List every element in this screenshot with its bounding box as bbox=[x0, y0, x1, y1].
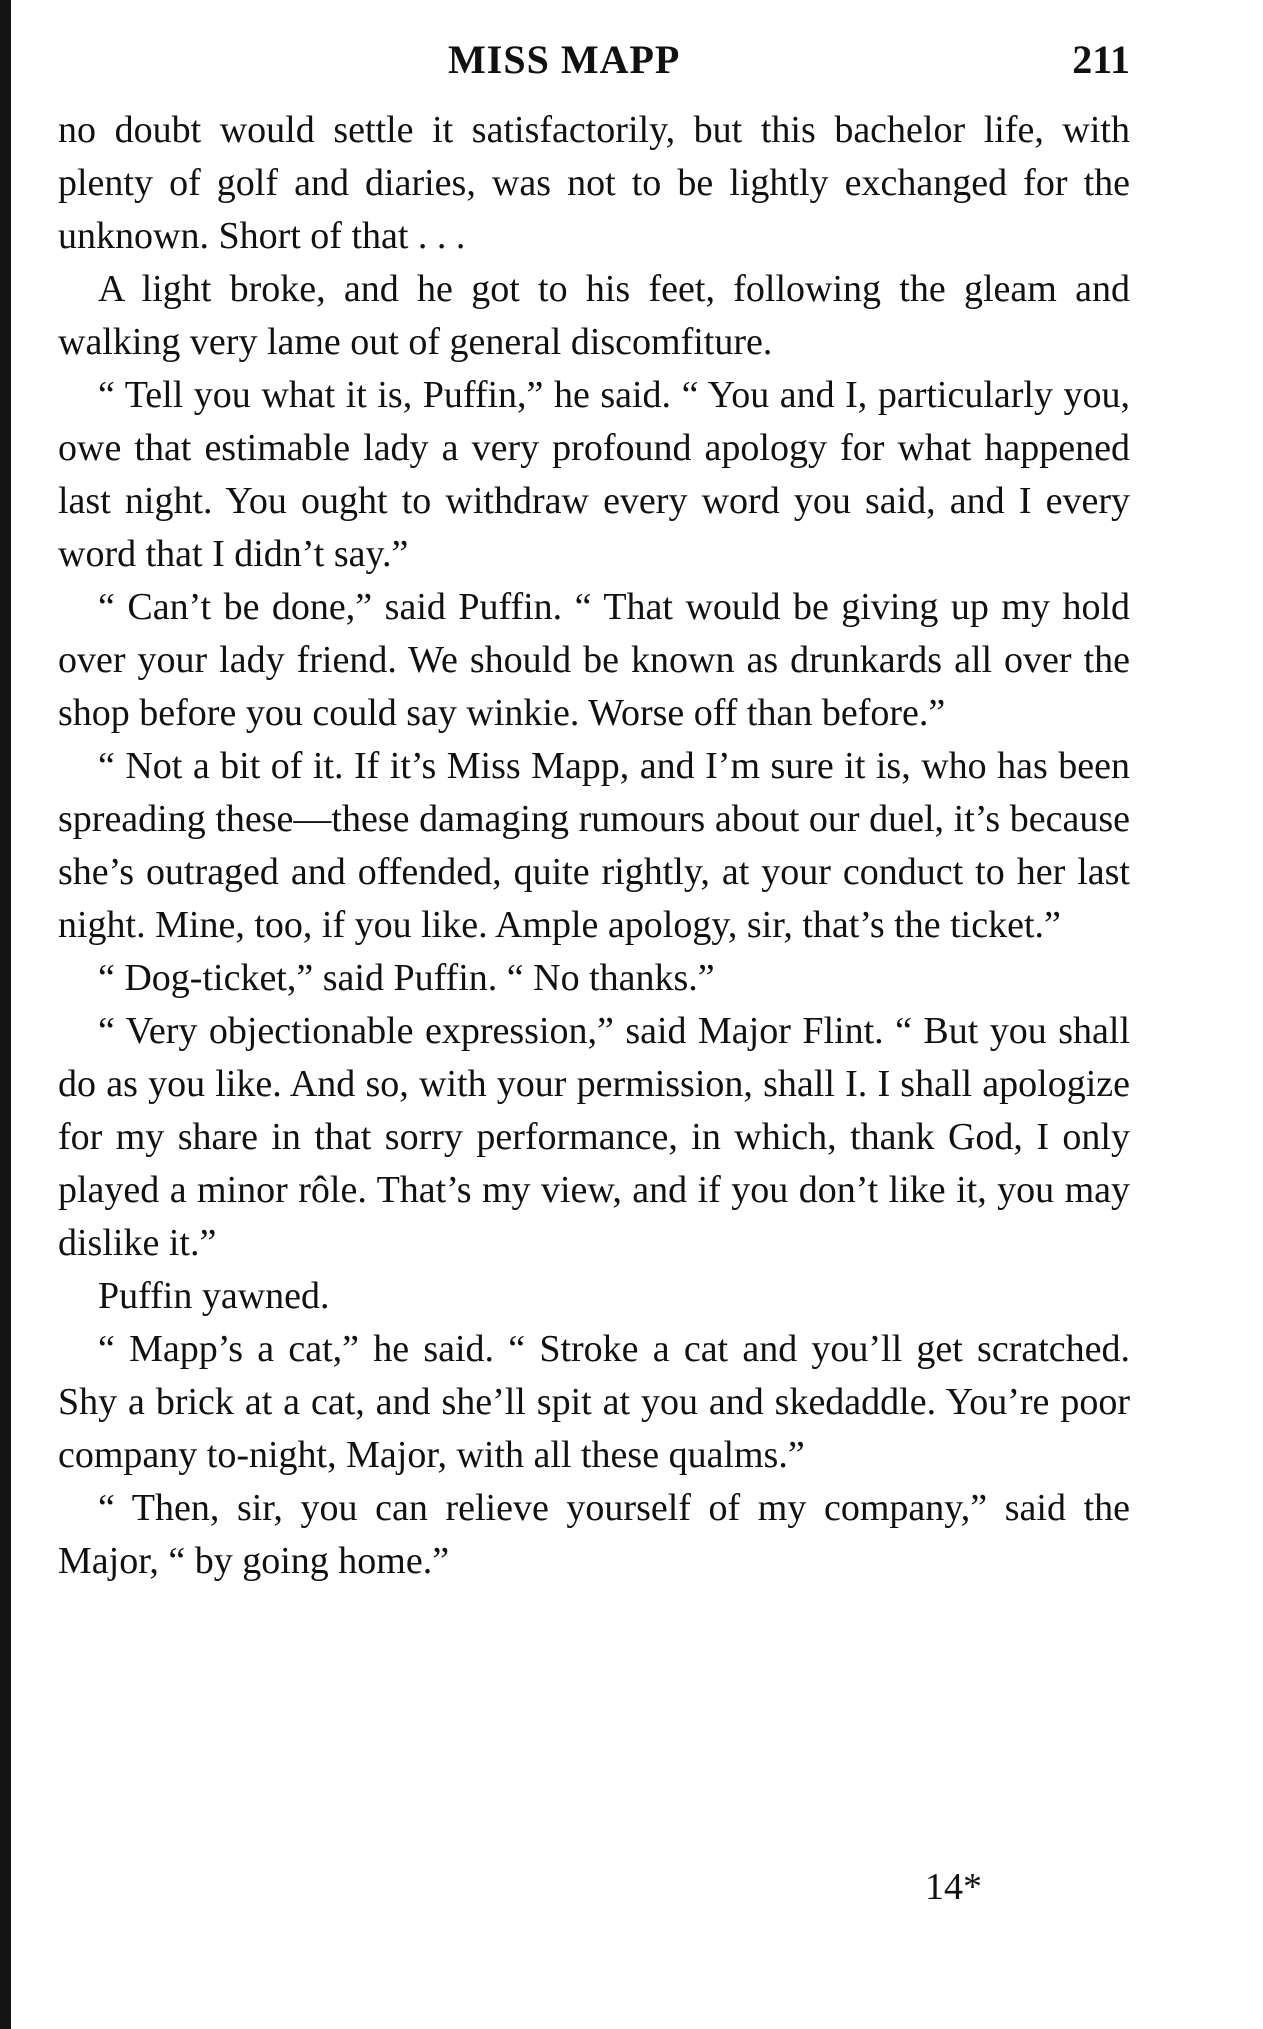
body-text bbox=[58, 104, 1130, 1588]
paragraph: “ Can’t be done,” said Puffin. “ That would be giving up my hold over your lady friend. We should be known as drunkards all over the shop before you could say winkie. Worse off than before.” bbox=[58, 586, 1130, 734]
paragraph: “ Then, sir, you can relieve yourself of my company,” said the Major, “ by going home.” bbox=[58, 1487, 1130, 1582]
paragraph: no doubt would settle it satisfactorily, but this bachelor life, with plenty of golf and diaries, was not to be lightly exchanged for the unknown. Short of that . . . bbox=[58, 109, 1130, 257]
running-title: MISS MAPP bbox=[448, 37, 681, 82]
paragraph: “ Not a bit of it. If it’s Miss Mapp, and I’m sure it is, who has been spreading these—these damaging rumours about our duel, it’s because she’s outraged and offended, quite rightly, at your conduct to her last night. Mine, too, if you like. Ample apology, sir, that’s the ticket.” bbox=[58, 745, 1130, 946]
paragraph: “ Very objectionable expression,” said Major Flint. “ But you shall do as you like. And so, with your permission, shall I. I shall apologize for my share in that sorry performance, in which, thank God, I only played a minor rôle. That’s my view, and if you don’t like it, you may dislike it.” bbox=[58, 1010, 1130, 1264]
paragraph: A light broke, and he got to his feet, following the gleam and walking very lame out of general discomfiture. bbox=[58, 268, 1130, 363]
paragraph: “ Dog-ticket,” said Puffin. “ No thanks.” bbox=[98, 957, 715, 999]
paragraph: “ Tell you what it is, Puffin,” he said. “ You and I, particularly you, owe that estimable lady a very profound apology for what happened last night. You ought to withdraw every word you said, and I every word that I didn’t say.” bbox=[58, 374, 1130, 575]
paragraph: “ Mapp’s a cat,” he said. “ Stroke a cat and you’ll get scratched. Shy a brick at a cat, and she’ll spit at you and skedaddle. You’re poor company to-night, Major, with all these qualms.” bbox=[58, 1328, 1130, 1476]
binding-edge bbox=[0, 0, 11, 2029]
page-number: 211 bbox=[1072, 37, 1130, 82]
paragraph: Puffin yawned. bbox=[98, 1275, 330, 1317]
signature-mark: 14* bbox=[925, 1866, 982, 1908]
page-header bbox=[58, 34, 1130, 94]
